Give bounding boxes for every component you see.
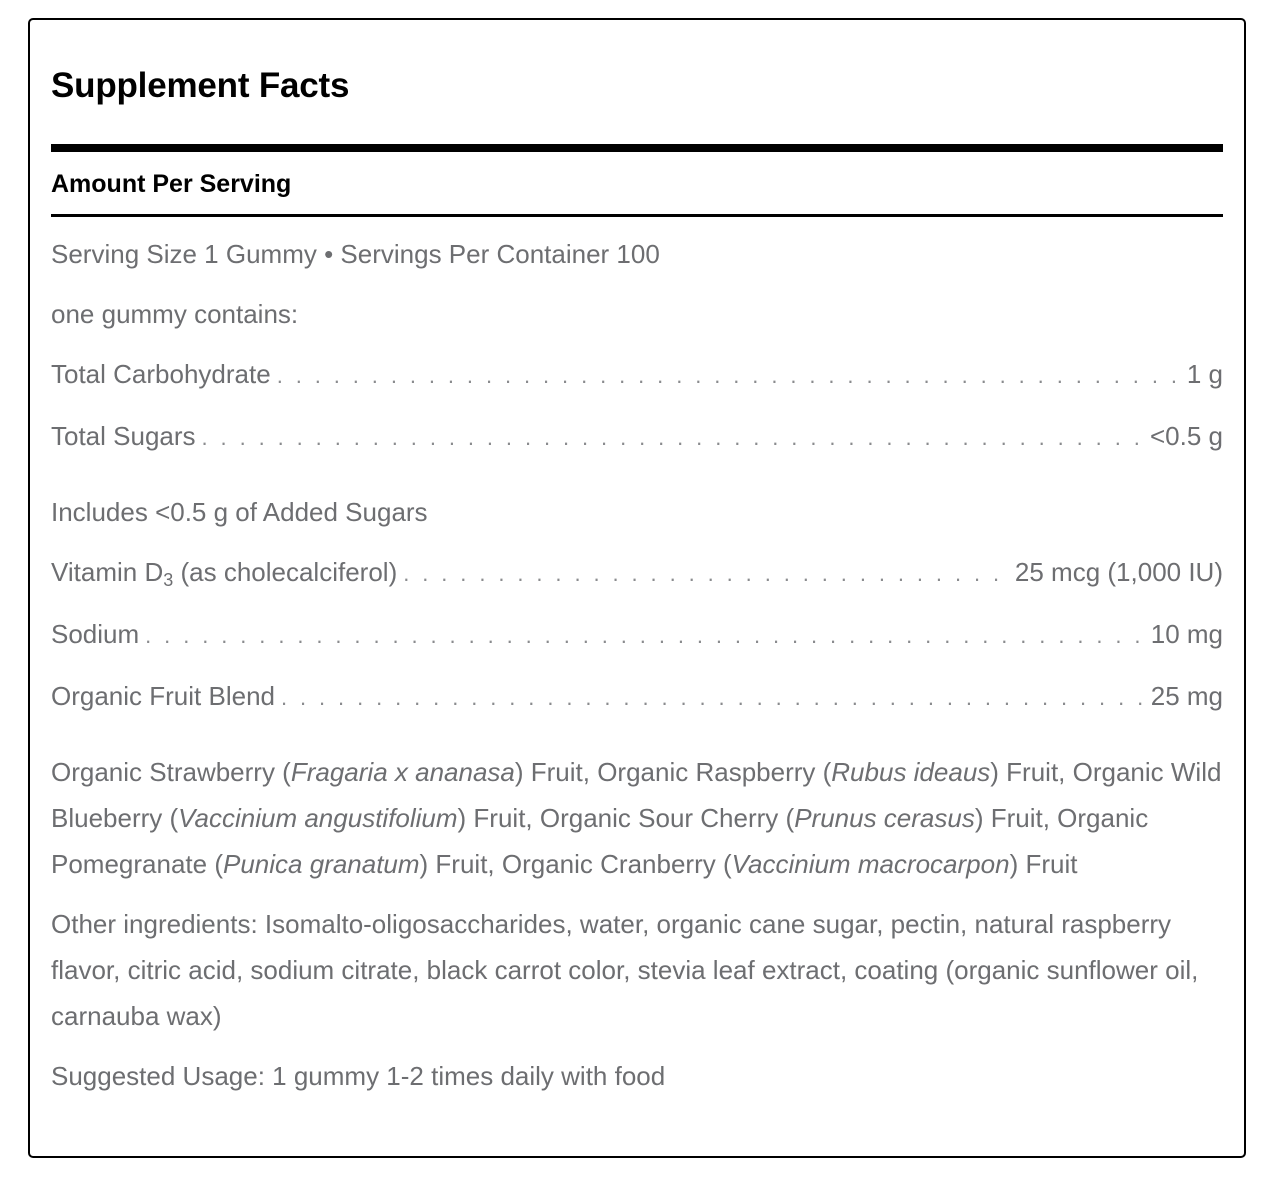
botanical-name: Rubus ideaus [831,757,991,787]
nutrient-label-rest: (as cholecalciferol) [173,557,398,587]
other-ingredients: Other ingredients: Isomalto-oligosaccharides, water, organic cane sugar, pectin, natural raspberry flavor, citric acid, sodium citrate, black carrot color, stevia leaf extract, coating (organic sunflower oil, carnauba wax) [51,909,1199,1031]
dot-leader [275,683,1149,713]
botanical-name: Prunus cerasus [794,803,975,833]
dot-leader [397,559,1013,589]
nutrient-row-sodium [51,619,1223,651]
nutrient-value: 25 mcg (1,000 IU) [1014,557,1223,587]
panel-title: Supplement Facts [51,66,350,105]
dot-leader [196,423,1148,453]
nutrient-row-organic-fruit-blend [51,681,1223,713]
nutrient-row-vitamin-d3 [51,557,1223,589]
ingredient-text: ) Fruit, Organic Raspberry ( [514,757,832,787]
nutrient-label: Organic Fruit Blend [51,681,275,711]
ingredient-text: ) Fruit, Organic Cranberry ( [419,849,732,879]
nutrient-label: Total Carbohydrate [51,359,271,389]
botanical-name: Punica granatum [222,849,420,879]
nutrient-label: Total Sugars [51,421,196,451]
ingredient-text: ) Fruit, Organic Sour Cherry ( [457,803,795,833]
nutrient-row-total-carbohydrate [51,359,1223,391]
ingredient-text: ) Fruit, Organic Pomegranate ( [51,803,1149,879]
nutrient-label [51,557,397,587]
botanical-name: Fragaria x ananasa [290,757,515,787]
nutrient-value: 10 mg [1150,619,1223,649]
nutrient-value: 1 g [1186,359,1223,389]
suggested-usage: Suggested Usage: 1 gummy 1-2 times daily with food [51,1061,666,1091]
supplement-facts-panel [28,18,1246,1158]
amount-per-serving-header: Amount Per Serving [51,170,292,198]
nutrient-value: <0.5 g [1149,421,1223,451]
dot-leader [139,621,1149,651]
thick-divider [51,144,1223,152]
nutrient-label-subscript: 3 [163,570,174,589]
nutrient-value: 25 mg [1150,681,1223,711]
dot-leader [271,361,1185,391]
added-sugars-line: Includes <0.5 g of Added Sugars [51,497,428,527]
nutrient-label: Sodium [51,619,140,649]
ingredient-text: ) Fruit [1009,849,1078,879]
nutrient-row-total-sugars [51,421,1223,453]
thin-divider [51,214,1223,217]
fruit-blend-ingredients [51,749,1223,887]
serving-info: Serving Size 1 Gummy • Servings Per Container 100 [51,239,660,269]
nutrient-label-main: Vitamin D [51,557,164,587]
botanical-name: Vaccinium macrocarpon [731,849,1010,879]
contains-line: one gummy contains: [51,299,299,329]
ingredient-text: ) Fruit, Organic Wild Blueberry ( [51,757,1222,833]
ingredient-text: Organic Strawberry ( [51,757,291,787]
botanical-name: Vaccinium angustifolium [178,803,458,833]
